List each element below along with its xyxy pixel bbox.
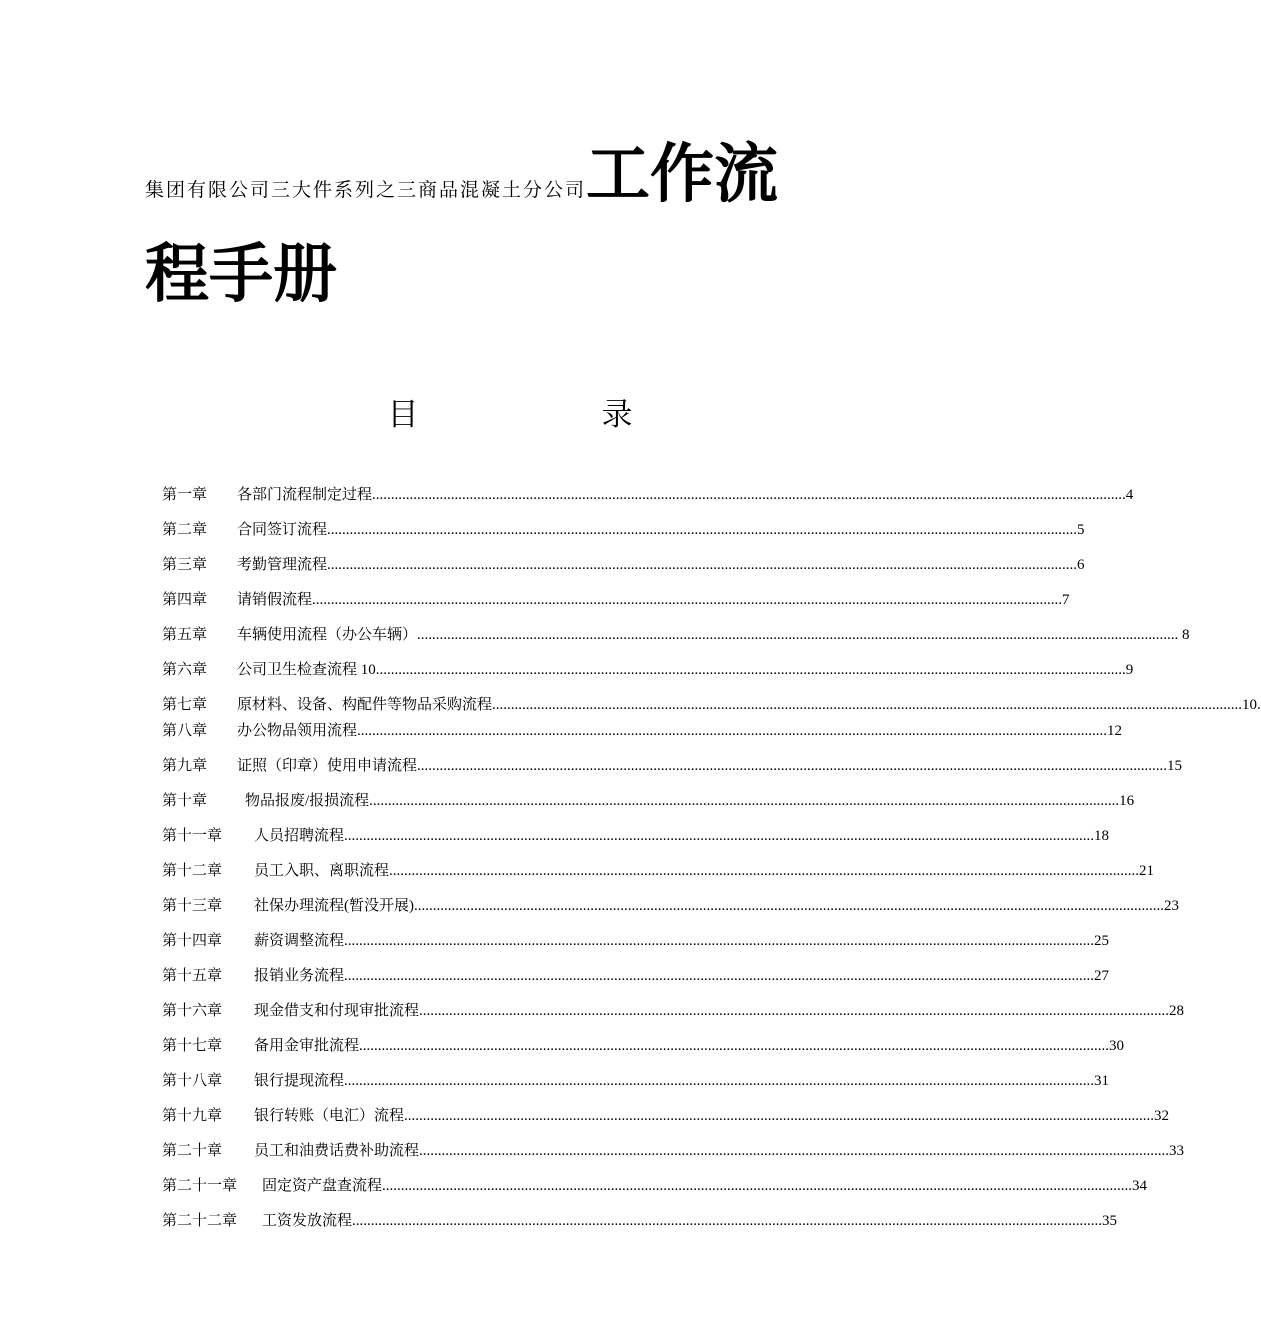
toc-page-number: 27 — [1094, 968, 1110, 984]
toc-leader-dots: ........................................................................................................................................................................................................ — [419, 1003, 1170, 1019]
toc-entry[interactable] — [162, 893, 1179, 919]
toc-page-number: 35 — [1102, 1213, 1118, 1229]
toc-chapter-number: 第一章 — [162, 487, 208, 503]
toc-entry[interactable] — [162, 622, 1190, 648]
toc-chapter-number: 第十三章 — [162, 898, 223, 914]
toc-page-number: 16 — [1119, 793, 1135, 809]
toc-chapter-number: 第十五章 — [162, 968, 223, 984]
toc-entry[interactable] — [162, 928, 1110, 954]
toc-chapter-title: 物品报废/报损流程 — [245, 793, 370, 809]
toc-entry[interactable] — [162, 963, 1110, 989]
toc-chapter-number: 第十八章 — [162, 1073, 223, 1089]
toc-chapter-number: 第十九章 — [162, 1108, 223, 1124]
toc-page-number: 34 — [1132, 1178, 1148, 1194]
toc-leader-dots: ........................................................................................................................................................................................................ — [375, 662, 1126, 678]
toc-chapter-number: 第六章 — [162, 662, 208, 678]
toc-chapter-number: 第二章 — [162, 522, 208, 538]
toc-leader-dots: ........................................................................................................................................................................................................ — [344, 968, 1095, 984]
toc-page-number: 33 — [1169, 1143, 1185, 1159]
toc-chapter-title: 证照（印章）使用申请流程 — [237, 758, 418, 774]
toc-entry[interactable] — [162, 823, 1110, 849]
toc-page-number: 25 — [1094, 933, 1110, 949]
toc-chapter-title: 人员招聘流程 — [254, 828, 345, 844]
toc-chapter-number: 第八章 — [162, 723, 208, 739]
toc-leader-dots: ........................................................................................................................................................................................................ — [417, 627, 1168, 643]
toc-page-number: 28 — [1169, 1003, 1185, 1019]
toc-page-number: 32 — [1154, 1108, 1170, 1124]
toc-chapter-title: 原材料、设备、构配件等物品采购流程 — [237, 697, 493, 713]
toc-entry[interactable] — [162, 482, 1134, 508]
toc-chapter-title: 各部门流程制定过程 — [237, 487, 373, 503]
toc-chapter-number: 第二十二章 — [162, 1213, 238, 1229]
toc-chapter-title: 工资发放流程 — [262, 1213, 353, 1229]
toc-entry[interactable] — [162, 1033, 1125, 1059]
toc-chapter-title: 员工和油费话费补助流程 — [254, 1143, 420, 1159]
toc-leader-dots: ........................................................................................................................................................................................................ — [344, 1073, 1095, 1089]
toc-chapter-number: 第十二章 — [162, 863, 223, 879]
toc-page-number: 23 — [1164, 898, 1179, 914]
title-main-part-2: 程手册 — [145, 238, 337, 312]
toc-page-number: ... 8 — [1167, 627, 1190, 643]
toc-chapter-number: 第七章 — [162, 697, 208, 713]
toc-chapter-title: 报销业务流程 — [254, 968, 345, 984]
toc-entry[interactable] — [162, 718, 1123, 744]
toc-chapter-number: 第九章 — [162, 758, 208, 774]
toc-page-number: 6 — [1077, 557, 1085, 573]
toc-leader-dots: ........................................................................................................................................................................................................ — [359, 1038, 1110, 1054]
toc-page-number: 30 — [1109, 1038, 1125, 1054]
toc-chapter-title: 考勤管理流程 — [237, 557, 328, 573]
toc-entry[interactable] — [162, 858, 1155, 884]
toc-leader-dots: ........................................................................................................................................................................................................ — [369, 793, 1120, 809]
toc-leader-dots: ........................................................................................................................................................................................................ — [357, 723, 1108, 739]
toc-leader-dots: ........................................................................................................................................................................................................ — [344, 933, 1095, 949]
toc-leader-dots: ........................................................................................................................................................................................................ — [414, 898, 1164, 914]
toc-chapter-title: 公司卫生检查流程 10 — [237, 662, 376, 678]
toc-chapter-number: 第二十章 — [162, 1143, 223, 1159]
toc-page-number: 12 — [1107, 723, 1123, 739]
toc-entry[interactable] — [162, 587, 1070, 613]
toc-chapter-title: 车辆使用流程（办公车辆） — [237, 627, 418, 643]
toc-chapter-title: 请销假流程 — [237, 592, 313, 608]
toc-chapter-title: 员工入职、离职流程 — [254, 863, 390, 879]
toc-entry[interactable] — [162, 788, 1135, 814]
toc-chapter-title: 固定资产盘查流程 — [262, 1178, 383, 1194]
toc-entry[interactable] — [162, 692, 1261, 718]
toc-page-number: 31 — [1094, 1073, 1110, 1089]
toc-leader-dots: ........................................................................................................................................................................................................ — [344, 828, 1095, 844]
toc-chapter-number: 第五章 — [162, 627, 208, 643]
toc-entry[interactable] — [162, 1138, 1185, 1164]
toc-page-number: 18 — [1094, 828, 1110, 844]
toc-entry[interactable] — [162, 552, 1085, 578]
toc-leader-dots: ........................................................................................................................................................................................................ — [492, 697, 1243, 713]
toc-leader-dots: ........................................................................................................................................................................................................ — [404, 1108, 1155, 1124]
toc-leader-dots: ........................................................................................................................................................................................................ — [352, 1213, 1103, 1229]
toc-leader-dots: ........................................................................................................................................................................................................ — [372, 487, 1123, 503]
toc-heading — [380, 392, 640, 438]
toc-chapter-number: 第十一章 — [162, 828, 223, 844]
toc-leader-dots: ........................................................................................................................................................................................................ — [382, 1178, 1133, 1194]
toc-heading-left: 目 — [387, 397, 419, 433]
toc-leader-dots: ........................................................................................................................................................................................................ — [327, 557, 1078, 573]
toc-chapter-number: 第三章 — [162, 557, 208, 573]
toc-chapter-title: 办公物品领用流程 — [237, 723, 358, 739]
toc-entry[interactable] — [162, 1103, 1170, 1129]
toc-chapter-number: 第十六章 — [162, 1003, 223, 1019]
toc-leader-dots: ........................................................................................................................................................................................................ — [327, 522, 1078, 538]
toc-chapter-number: 第十四章 — [162, 933, 223, 949]
toc-leader-dots: ........................................................................................................................................................................................................ — [419, 1143, 1170, 1159]
toc-chapter-title: 银行提现流程 — [254, 1073, 345, 1089]
toc-entry[interactable] — [162, 657, 1134, 683]
toc-page-number: 9 — [1125, 662, 1134, 678]
toc-entry[interactable] — [162, 1068, 1110, 1094]
toc-entry[interactable] — [162, 998, 1185, 1024]
toc-page-number: 5 — [1077, 522, 1085, 538]
toc-entry[interactable] — [162, 517, 1085, 543]
title-prefix: 集团有限公司三大件系列之三商品混凝土分公司 — [145, 179, 587, 201]
toc-chapter-number: 第十章 — [162, 793, 208, 809]
toc-chapter-title: 银行转账（电汇）流程 — [254, 1108, 405, 1124]
toc-entry[interactable] — [162, 1173, 1148, 1199]
toc-page-number: 10. — [1242, 697, 1261, 713]
toc-leader-dots: ........................................................................................................................................................................................................ — [417, 758, 1168, 774]
toc-chapter-number: 第十七章 — [162, 1038, 223, 1054]
toc-chapter-title: 薪资调整流程 — [254, 933, 345, 949]
toc-chapter-title: 现金借支和付现审批流程 — [254, 1003, 420, 1019]
document-title — [145, 135, 825, 312]
toc-page-number: 21 — [1139, 863, 1155, 879]
toc-leader-dots: ........................................................................................................................................................................................................ — [312, 592, 1063, 608]
toc-entry[interactable] — [162, 1208, 1118, 1234]
toc-chapter-title: 合同签订流程 — [237, 522, 328, 538]
toc-heading-right: 录 — [601, 397, 633, 433]
toc-page-number: 15 — [1167, 758, 1183, 774]
title-line-1 — [145, 135, 825, 215]
toc-page-number: .4 — [1122, 487, 1134, 503]
toc-entry[interactable] — [162, 753, 1183, 779]
toc-chapter-title: 备用金审批流程 — [254, 1038, 360, 1054]
toc-chapter-number: 第四章 — [162, 592, 208, 608]
toc-leader-dots: ........................................................................................................................................................................................................ — [389, 863, 1140, 879]
toc-chapter-number: 第二十一章 — [162, 1178, 238, 1194]
toc-page-number: 7 — [1062, 592, 1070, 608]
title-main-part-1: 工作流 — [586, 138, 779, 212]
toc-chapter-title: 社保办理流程(暂没开展) — [254, 898, 414, 914]
